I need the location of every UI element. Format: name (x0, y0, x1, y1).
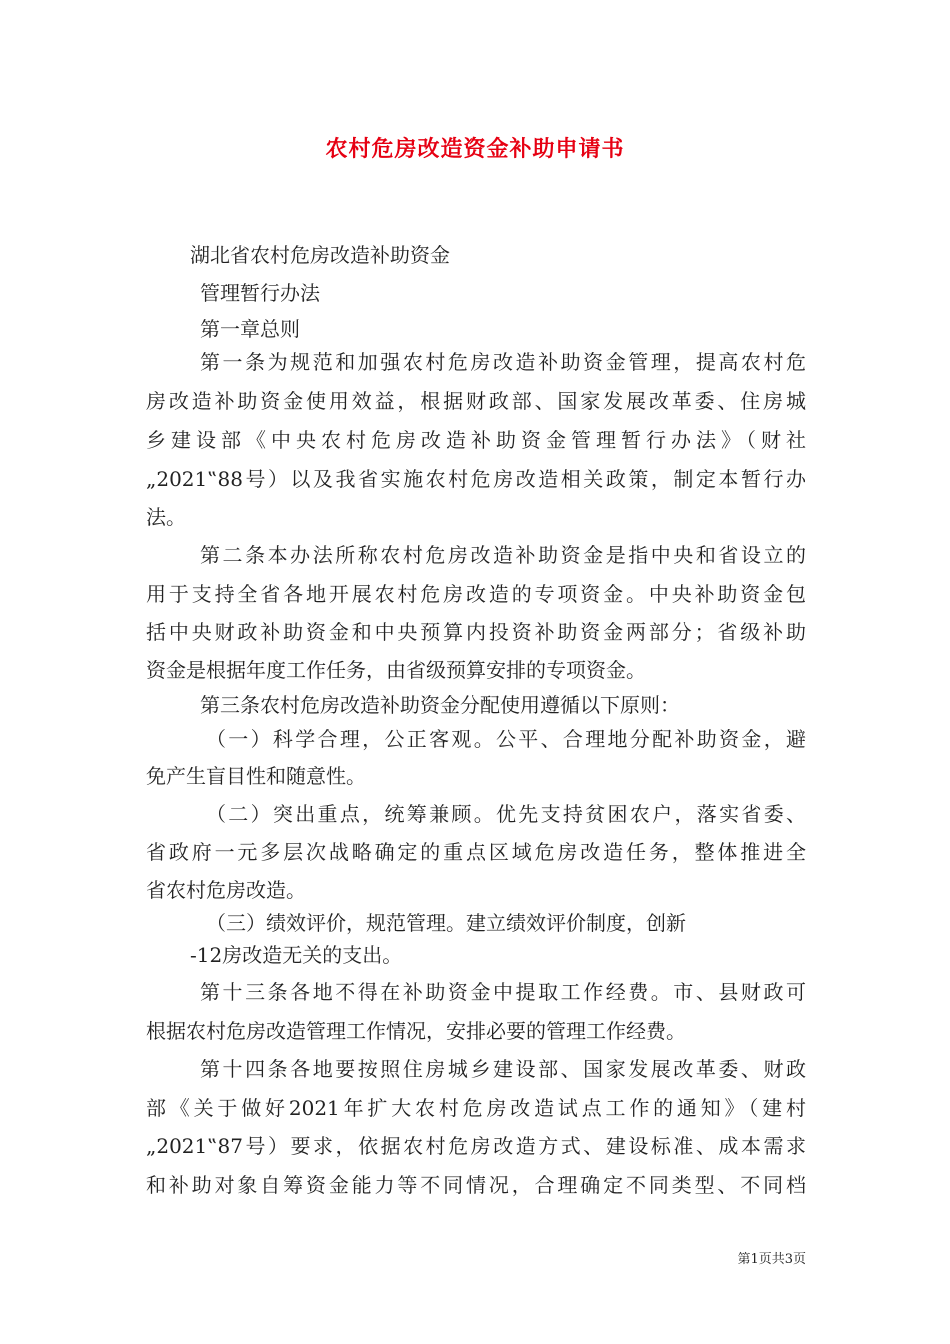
paragraph-line: 括中央财政补助资金和中央预算内投资补助资金两部分；省级补助 (146, 620, 806, 644)
paragraph-line: „2021‟87号）要求，依据农村危房改造方式、建设标准、成本需求 (146, 1134, 806, 1158)
paragraph-line: 用于支持全省各地开展农村危房改造的专项资金。中央补助资金包 (146, 582, 806, 606)
paragraph-line: 省政府一元多层次战略确定的重点区域危房改造任务，整体推进全 (146, 840, 806, 864)
paragraph-line: 根据农村危房改造管理工作情况，安排必要的管理工作经费。 (146, 1019, 686, 1043)
paragraph-line: 乡建设部《中央农村危房改造补助资金管理暂行办法》（财社 (146, 428, 806, 452)
paragraph-line: 第十四条各地要按照住房城乡建设部、国家发展改革委、财政 (200, 1057, 806, 1081)
document-title: 农村危房改造资金补助申请书 (325, 136, 625, 162)
paragraph-line: 第一章总则 (200, 317, 300, 341)
paragraph-line: 省农村危房改造。 (146, 878, 306, 902)
paragraph-line: -12房改造无关的支出。 (190, 943, 403, 967)
page-number-footer: 第1页共3页 (737, 1252, 806, 1267)
paragraph-line: „2021‟88号）以及我省实施农村危房改造相关政策，制定本暂行办 (146, 467, 806, 491)
paragraph-line: 房改造补助资金使用效益，根据财政部、国家发展改革委、住房城 (146, 389, 806, 413)
paragraph-line: 资金是根据年度工作任务，由省级预算安排的专项资金。 (146, 658, 646, 682)
paragraph-line: 第二条本办法所称农村危房改造补助资金是指中央和省设立的 (200, 543, 806, 567)
paragraph-line: 第十三条各地不得在补助资金中提取工作经费。市、县财政可 (200, 980, 806, 1004)
paragraph-line: （一）科学合理，公正客观。公平、合理地分配补助资金，避 (206, 727, 806, 751)
paragraph-line: 部《关于做好2021年扩大农村危房改造试点工作的通知》（建村 (146, 1096, 806, 1120)
paragraph-line: 管理暂行办法 (200, 281, 320, 305)
paragraph-line: 免产生盲目性和随意性。 (146, 764, 366, 788)
paragraph-line: （二）突出重点，统筹兼顾。优先支持贫困农户，落实省委、 (206, 802, 806, 826)
paragraph-line: 和补助对象自筹资金能力等不同情况，合理确定不同类型、不同档 (146, 1173, 806, 1197)
paragraph-line: （三）绩效评价，规范管理。建立绩效评价制度，创新 (206, 911, 686, 935)
paragraph-line: 湖北省农村危房改造补助资金 (190, 243, 450, 267)
paragraph-line: 第一条为规范和加强农村危房改造补助资金管理，提高农村危 (200, 350, 806, 374)
paragraph-line: 第三条农村危房改造补助资金分配使用遵循以下原则： (200, 693, 680, 717)
paragraph-line: 法。 (146, 505, 186, 529)
